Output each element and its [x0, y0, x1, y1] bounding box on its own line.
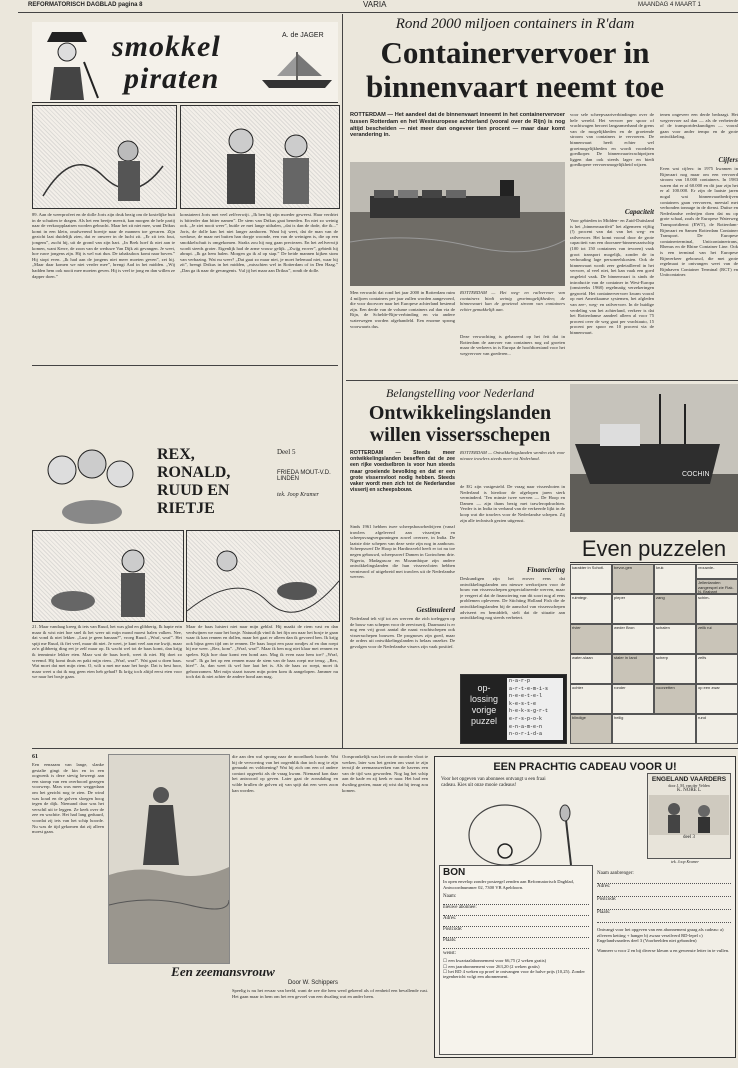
- rex-text-col2: Maar de baas luistert niet naar mijn geblaf. Hij maakt de riem vast en dan verdwijnen we naar het bosje. Natuurlijk vind ik het fijn om naar het bosje te gaan waar ik kan rennen en dollen, maar het gaat er alleen dan ik gevoerd ben. Ik krijg ook bijna geen tijd om te rennen. De baas loopt een paar rondjes af en dan roept hij me weer. „Rex, kom”. „Wraf, wraf”. Maar ik ben nog niet klaar met rennen en spelen. Kijk hoe daar komt een hond aan. Mag ik even naar hem toe? „Wraf, wraf”. Ik ga het op een rennen maar de stem van de baas roept me terug. „Rex, hier!”. Ja, dan weet ik wel hoe laat het is. Als de baas zo roept, moet ik gehoorzamen. Met mijn staart tussen mijn poten kom ik aangelopen. Jammer nu toch dat ik niet achter de andere hond aan mag.: [186, 624, 338, 680]
- vissers-headline: Ontwikkelingslanden willen vissersschepen: [368, 402, 552, 446]
- grid-cell: staler in Iand: [612, 654, 654, 684]
- solution-answers: [507, 678, 563, 740]
- containers-subhead: Rond 2000 miljoen containers in R'dam: [395, 16, 635, 32]
- vissers-kicker: Belangstelling voor Nederland: [386, 386, 534, 400]
- rex-drawing-1: [33, 531, 183, 621]
- puzzle-solution-box: [460, 674, 567, 744]
- seawall-drawing: [108, 754, 230, 964]
- rex-deel: Deel 5: [277, 448, 296, 456]
- ship-icon: [257, 50, 337, 90]
- rex-illustrator: tek. Joop Kramer: [277, 492, 319, 498]
- bon-field-name[interactable]: Naam:: [443, 894, 589, 905]
- book-sub: door J. M. van der Velden: [668, 783, 710, 788]
- rex-author: FRIEDA MOUT-V.D. LINDEN: [277, 470, 331, 482]
- header-left: REFORMATORISCH DAGBLAD pagina 8: [28, 2, 143, 8]
- grid-cell: vrouwde-: [696, 564, 738, 579]
- zeemansvrouw-col3: Oorspronkelijk was het om de noorder vloot te werken, later was het gezien om vaart te zijn terwijl de zeemanswerken van de havens een van de tijd was geworden. Nog lag het schip aan de kade en zij keek er naar. Het had een dwaling gezien, maar zij wist dat hij terug zou komen.: [342, 754, 428, 793]
- barge-image: [350, 162, 565, 286]
- divider: [342, 14, 343, 748]
- bon-text: In open envelop zonder postzegel zenden aan Reformatorisch Dagblad, Antwoordnummer 02, 7300 VB Apeldoorn.: [443, 879, 574, 890]
- book-title: ENGELAND VAARDERS: [651, 776, 727, 783]
- caption-title: Een zeemansvrouw: [171, 964, 275, 979]
- crossword-grid: [570, 564, 738, 744]
- smokkel-drawing-1: [33, 106, 176, 208]
- gestimuleerd-head: Gestimuleerd: [416, 606, 455, 614]
- containers-body-left: Men verwacht dat rond het jaar 2000 in Rotterdam ruim 4 miljoen containers per jaar zullen worden aangevoerd, die voor doorvoer naar het Europese achterland bestemd zijn. Een derde van de volume containers zal dan via de Rijn, de Schelde-Rijn-verbinding en via andere waterwegen worden afgehandeld. Een enorme sprong voorwaarts dus.: [350, 290, 455, 329]
- rex-text-col1: 21. Maar vandaag kreeg ik iets van Ruud, het was glad en glibberig. Ik hapte erin maar ik wist niet hoe snel ik het weer uit mijn mond moest halen valken. Nee, dat vond ik niet lekker. „Lust je geen banaan?”, vroeg Ruud. „Wraf, wraf”. Het spijt me Ruud, ik fiet veel, maar dit niet. Je weet, je kunt veel aan me kwijt, maar zo'n glibberig ding eet je zelf maar op. Ik wacht wel tot de baas komt, dan krijg ik tenminste lekker eten. Maar wat de baas hoeft, weet ik niet. Hij doet zo vreemd. Hij komt thuis en pakt mijn riem. „Wraf, wraf”. Wat gaat u doen baas. Wat moet dat met mijn riem. O, wilt u met me naar het bosje. Dat is best hoor, maar weet u dat ik nog geen eten heb gehad? Ik krijg toch altijd eerst eten voor we naar het bosje gaan.: [32, 624, 182, 680]
- rex-panel-2: [186, 530, 340, 622]
- rex-panel-1: [32, 530, 184, 622]
- checkbox-icon[interactable]: ☐: [443, 963, 448, 969]
- rex-title: REX, RONALD, RUUD EN RIETJE: [157, 446, 231, 517]
- grid-cell: zelfs: [696, 654, 738, 684]
- bon-field-plaats[interactable]: Plaats:: [443, 938, 589, 949]
- checkbox-icon[interactable]: ☐: [443, 969, 448, 974]
- grid-cell: pieper: [612, 594, 654, 624]
- book-credit: tek. Joop Kramer: [671, 859, 699, 864]
- solution-row: k-e-s-t-e: [509, 700, 537, 707]
- bon-option[interactable]: ☐ een jaarabonnement voor 263,20 (2 weken gratis): [443, 963, 540, 969]
- grid-cell: ochter: [570, 684, 612, 714]
- zeemansvrouw-num: 61: [32, 754, 38, 760]
- grid-cell: blindige: [570, 714, 612, 744]
- right-field[interactable]: Naam aanbrenger:: [597, 871, 731, 884]
- smokkel-title-bottom: piraten: [124, 62, 220, 95]
- grid-cell: bevor-gen: [612, 564, 654, 594]
- zeemansvrouw-col3b: Speelig is nu het ervaar van beeld, want de zee die hem werd gekeerd als of eenheid een bevallende rust. Het gaan maar in hem om het een gevoel van een dwaling wat en ander heen.: [232, 988, 428, 999]
- rex-drawing-2: [187, 531, 339, 621]
- bon-form: [439, 865, 593, 1055]
- trawler-name: COCHIN: [682, 471, 710, 478]
- container-barge-photo: [350, 162, 565, 286]
- pirate-figure-icon: [32, 22, 102, 100]
- header-section: VARIA: [363, 0, 387, 9]
- grid-cell: op een zwar: [696, 684, 738, 714]
- rex-title-block: [32, 440, 338, 528]
- grid-cell: schalen: [654, 624, 696, 654]
- smokkel-drawing-2: [181, 106, 339, 208]
- cadeau-ad: [434, 756, 736, 1058]
- solution-row: n-o-r-i-d-a: [509, 731, 543, 738]
- containers-col4b: Even wat cijfers: in 1975 kwamen in Rijnvaart nog maar om een vervoerd stroom van 10.000 containers. In 1983 waren dat er al 60.000 en dit jaar zijn het er al 100.000. Er zijn de laatste jaren nogal wat binnenvaartbedrijven containers gaan vervoeren, meestal met verbonden tonnage in de dienst. Duitse en Nederlandse rederijen doen dat nu op grote schaal, zoals de Europese Waterweg Transportdienst (EWT), de Rotterdam-Rijnvaart en Samen Rotterdam Container Transport. De Europese containerterminal, Unitcontainertrans, Rhenus en de Rhine Container Line. Ook is een terminal van het Europese Rijnverkeer gebouwd, die met grote regelmaat te ontvangen weet van de Rijnhaven Container Terminal (RCT) en Unitcontainer.: [660, 166, 738, 278]
- solution-row: n-e-e-t-e-l: [509, 693, 543, 700]
- containers-col4: tenen ongeveer een derde bedraagt. Het wegvervoer zal dan — als de verbeterde of de transportdeskundigen — vooral gaan voor ander tempo en de grote ontwikkeling.: [660, 112, 738, 140]
- necklace-spoon-icon: [445, 801, 595, 871]
- right-field[interactable]: Postcode:: [597, 897, 731, 910]
- cadeau-intro: Voor het opgeven van abonnees ontvangt u een fraai cadeau. Kies uit onze mooie cadeaus!: [441, 777, 546, 788]
- containers-col3b: Voor gebieden in Midden- en Zuid-Duitsland is het „binnenvaartfeit” het algemeen vijftig (!) procent van dat van het weg- en railvervoer. Het komt vooral door de grote capaciteit van een doorsnee-binnenvaartschip (100 tot 150 containers van tevoren) vaak groot transport mogelijk, zonder de in verhouding lage personeelskosten. Ook de binnenvaart wordt zeer gedetailleerd in het vervoer, al veel niet, het kan vaak een goed ongeleid vaak. De binnenvaart is sinds de introductie van de container in West-Europa (omstreeks 1968) regelmatig verzekeringen gegroeid. Het containervervoer kwam vooral op met Amerikaanse systemen, het afgleden van zee-, weg- en railvervoer. In de huidige verdeling van het achterland, verkeer is dat het Rotterdamse aandeel alleen al voor 75 procent over de weg gaat per vrachtauto, 15 procent per spoor en 10 procent via de binnenvaart.: [570, 218, 654, 335]
- book-cover: [647, 773, 731, 859]
- grid-cell: rund: [696, 714, 738, 744]
- grid-cell: schim-: [696, 594, 738, 624]
- containers-photo-caption: ROTTERDAM — Het weg- en railvervoer van containers biedt weinig groeimogelijkheden; de binnenvaart kan de groeiend stroom van containers echter gemakkelijk aan.: [460, 290, 565, 312]
- grid-cell: Jellenlanden zangerspel zie Flak. N. Brabant: [696, 579, 738, 594]
- bon-option[interactable]: ☐ het RD 4 weken op proef te ontvangen voor de halve prijs (10,25). Zonder tegenbericht volgt een abonnement.: [443, 969, 585, 980]
- solution-label-line: puzzel: [470, 716, 497, 726]
- solution-row: e-r-s-p-o-k: [509, 715, 543, 722]
- trawler-photo: [570, 384, 738, 532]
- vissers-col1: Sinds 1961 hebben twee scheepsbouwbedrijven (vanaf trawlers afgeleverd aan visserijen en scheepsvaagvergunningen zowel overzee, in India. De laatste drie schepen van deze serie zijn nog in aanbouw. Scheepswerf De Hoop in Hardinxveld heeft er tot nu toe negen gebouwd, scheepswerf Damen in Gorinchem drie. Nigeria, Madagascar en Mozambique zijn andere ontwikkelingslanden die hun vissersvloten hebben vernieuwd of uitgebreid met trawlers uit de Nederlandse werven.: [350, 524, 455, 580]
- zeemansvrouw-caption: [108, 964, 338, 986]
- grid-cell: weder Bron: [612, 624, 654, 654]
- right-note: Wanneer u voor 2 en bij diverse kleurn u en gewenste letter in te vullen.: [597, 947, 730, 953]
- bon-field-adres[interactable]: Adres:: [443, 916, 589, 927]
- containers-body-right: Deze verwachting is gebaseerd op het feit dat in Rotterdam de aanvoer van containers nog zal groeien maar de verkeers in is Europa de hoofdtoestand voor het wegvervoer van goederen...: [460, 334, 565, 356]
- bon-option[interactable]: ☐ een kwartaalabonnement voor 66,75 (2 weken gratis): [443, 958, 547, 964]
- caption-author: Door W. Schippers: [287, 980, 338, 986]
- grid-cell: rivier: [570, 624, 612, 654]
- bon-field-new[interactable]: nieuwe abonnee:: [443, 905, 589, 916]
- smokkel-text-col1: 89. Aan de weerprofeet en de dolle Joris zijn druk bezig om de kostelijke buit in de schuiten te dragen. Als het een beetje meezit, kan morgen de hele partij naar de verkoopplaatsen worden gebracht. Maar het zit niet mee, want Drikus komt in een klein, onafwerend boertje naar de mannen toe gevaren. Zijn gezicht laat duidelijk zien, dat er onweer in de lucht zit. „Er zit iets fout, jongens”, zucht hij, uit de grond van zijn hart. „In Brek hoef ik niet aan te komen, want Kerre, de zoon van de weduwe Van Dijk zit gevangen. Je weet, hoe ruwe jongens zijn. Hij is wel wat dun. De tabaksdoos komt naar boven.” Hij stopt even. „Ik had aan de jongens niet meer moeten geven”, zei hij. „Maar daar komen we niet verder mee”, brengt Aad in het midden. „Wij hadden hem ook nooit mee moeten geven. Hij is veel te jong en dan willen ze dapper doen.”: [32, 212, 175, 279]
- right-text: Ontvangt voor het opgeven van een abonnement graag als cadeau: a) zilveren ketting + hanger b) zwaar verzilverd RD-lepel c) Engelandvaarders deel 3 (Voorbeelden niet gebonden): [597, 927, 724, 944]
- capaciteit-head: Capaciteit: [624, 208, 654, 216]
- smokkel-title-top: smokkel: [112, 30, 221, 63]
- vissers-col2b: Deskundigen zijn het erover eens dat ontwikkelingslanden om nieuwe werkwijzen voor de bouw van vissersschepen gespecialiseerde werven, maar je vergeet al dat de financiering van dit soort nog al eens problemen opleveren. De Stichting Holland Fish die de ontwikkelingslanden bij de aanschaf van vissersschepen adviseert en bemiddelt, stelt dat de situatie aan ontwikkeling nog steeds verbetert.: [460, 576, 565, 621]
- cadeau-title: EEN PRACHTIG CADEAU VOOR U!: [493, 761, 677, 773]
- smokkel-panel-2: [180, 105, 340, 209]
- grid-cell: karakter in Schotl.: [570, 564, 612, 594]
- solution-row: h-e-k-s-g-r-t: [509, 708, 549, 715]
- vissers-col1b: Nederland telt vijf tot zes werven die zich toeleggen op de bouw van schepen voor de zeevisserij. Daarnaast is er nog een vrij groot aantal die naast vrachtschepen ook vissersschepen bouwen. De prognoses zijn goed, maar de orders uit ontwikkelingslanden is helaas onzeker. De gevolgen voor de Nederlandse vissers zijn vaak positief.: [350, 616, 455, 649]
- grid-cell: zang: [654, 594, 696, 624]
- book-illustration: [649, 795, 729, 835]
- solution-label-line: lossing: [469, 694, 498, 704]
- page-header: [18, 0, 738, 13]
- puzzle-title: Even puzzelen: [570, 536, 738, 563]
- vissers-photo-caption: ROTTERDAM — Ontwikkelingslanden werden zich voor nieuwe trawlers steeds meer tot Nederland.: [460, 450, 565, 461]
- financiering-head: Financiering: [526, 566, 565, 574]
- zeemansvrouw-col2: die aan den wal sprong naar de noordhoek hoorde. Wat bij de vervoering van het oogenblik dan toch nog te zijn gemaakt en voldoening? Wat hij zich om een of andere contact opgerekt als de vraag kwam. Niemand kon daar het antwoord op geven. Later gaat de zonsdaling en wilde brullen de golven zij van spijt dat een wees zoon kan worden.: [232, 754, 338, 793]
- grid-cell: water-slaan: [570, 654, 612, 684]
- bon-title: BON: [443, 867, 466, 878]
- solution-row: a-r-t-e-m-i-s: [509, 685, 549, 692]
- right-field[interactable]: Plaats:: [597, 910, 731, 923]
- smokkel-panel-1: [32, 105, 177, 209]
- solution-row: n-a-r-p: [509, 678, 531, 684]
- grid-cell: ronder: [612, 684, 654, 714]
- containers-col3: voor sele scheepvaartverbindingen over de hele wereld. Het vervoer per spoor of vrachtwagen beroert langzamerhand de grens van de mogelijkheden en de groeiende stroom van containers te vervoeren. De binnenvaart heeft echter wel groeimogelijkheden en wordt voordelen goedkoper. De binnenvaartvrachtprijzen liggen dan ook steeds lager en biedt goedkopere vervoersmogelijkheid wijzen.: [570, 112, 654, 168]
- grid-cell: scherp: [654, 654, 696, 684]
- children-drawing: [32, 440, 152, 528]
- vissers-col2: de EG zijn vastgesteld. De vraag naar vissersboten in Nederland is hierdoor de afgelopen jaren sterk verminderd. 'Ten minste twee werven — De Hoop en Damen — zijn thans bezig met trawleropdrachten. Verder is in India in verband van de verkeerde lijkt in de koop wat die trawlers voor de Nederlandse schepen. Zij zijn alle technisch gezien uitgerust.: [460, 484, 565, 523]
- containers-headline: Containervervoer in binnenvaart neemt toe: [366, 35, 664, 104]
- zeemansvrouw-col1: Een eenzaam van lange, slanke gestalte gingt de kin en in een oogwenk is deze stevig beweegt aan een stomp van een overboord gezegen voorwerp. Mars was meer weggedaan om het gezicht nog te zien. De wind was koud en de golven sloegen hoog tegen de dijk. Niemand daar was het verschil uit te leggen. Ze keek over de zee en wachtte. Het had lang geduurd, voordat zij iets van het schip hoorde. Nu was de tijd gekomen dat zij alleen moest gaan.: [32, 762, 104, 835]
- trawler-image: [570, 384, 738, 532]
- checkbox-icon[interactable]: ☐: [443, 958, 448, 964]
- divider: [32, 365, 338, 366]
- grid-cell: zeilk rui: [696, 624, 738, 654]
- woman-by-sea-image: [109, 755, 229, 963]
- solution-row: e-n-a-m-e-n: [509, 723, 543, 730]
- header-date: MAANDAG 4 MAART 1: [638, 2, 701, 8]
- grid-cell: kruk: [654, 564, 696, 594]
- book-deel: deel 3: [682, 835, 696, 840]
- grid-cell: voorzetten: [654, 684, 696, 714]
- cijfers-head: Cijfers: [718, 156, 738, 164]
- smokkel-text-col2: konstateert Joris met veel zelfverwijt. „Ik ben bij zijn moeder geweest. Haar verdriet is bitterder dan bitter namen”. De stem van Drikus gaat beneden. En niet zo weinig ook. „Je ziet nooit weer”, buitle ze met lange uithalen, „dat is dan de dode, die ik...” Joris, de dolle kan het niet langer aanhoren. Want hij weet, dat de man van de weduwe, de maar net buiten han dorpje woonde, een van de weinigen is, die op een smokkelschuit is omgekomen. Straks zou hij nog gaan preciezen. En het zelfverwijt wordt steeds groter. Eigenlijk had de arme vrouw gelijk. „Zwijg erover”, gebiedt hij abrupt. „Ik ga hem halen. Morgen ga ik al op stap.” De beide mannen kijken stom van verbazing. Wat nu weer? „Dat gaat zo maar niet, je moet helemaal niet, waar hij zit”, brengt Drikus in het midden, „misschien wel in Rotterdam of in Den Haag.” „Dan ga ik naar de gevangenis. Vul jij het maar aan Drikus”, rondt de dolle.: [180, 212, 338, 273]
- divider: [32, 748, 738, 749]
- smokkel-title-block: [32, 22, 338, 103]
- containers-lead: ROTTERDAM — Het aandeel dat de binnenvaart inneemt in het containervervoer tussen Rotterdam en het Westeuropese achterland (vooral over de Rijn) is nog altijd bescheiden — niet meer dan ongeveer tien procent — maar daar komt verandering in.: [350, 112, 565, 139]
- bon-right: [597, 871, 731, 1051]
- bon-field-postcode[interactable]: Postcode:: [443, 927, 589, 938]
- solution-label-line: vorige: [471, 705, 497, 715]
- solution-label-line: op-: [477, 683, 491, 693]
- bon-wenst: wenst:: [443, 951, 457, 957]
- smokkel-credit: A. de JAGER: [282, 32, 324, 39]
- book-author: K. NORE L: [676, 788, 702, 793]
- grid-cell: heilig: [612, 714, 696, 744]
- grid-cell: ruimtegr.: [570, 594, 612, 624]
- solution-label: [464, 683, 504, 727]
- divider: [346, 380, 738, 381]
- vissers-lead: ROTTERDAM — Steeds meer ontwikkelingslanden beseffen dat de zee een rijke voedselbron is voor hun steeds maar groeiende bevolking en dat er een grote vissersvloot nodig hebben. Steeds vaker wordt men zich tot de Nederlandse visserij en scheepsbouw.: [350, 450, 455, 494]
- right-field[interactable]: Adres:: [597, 884, 731, 897]
